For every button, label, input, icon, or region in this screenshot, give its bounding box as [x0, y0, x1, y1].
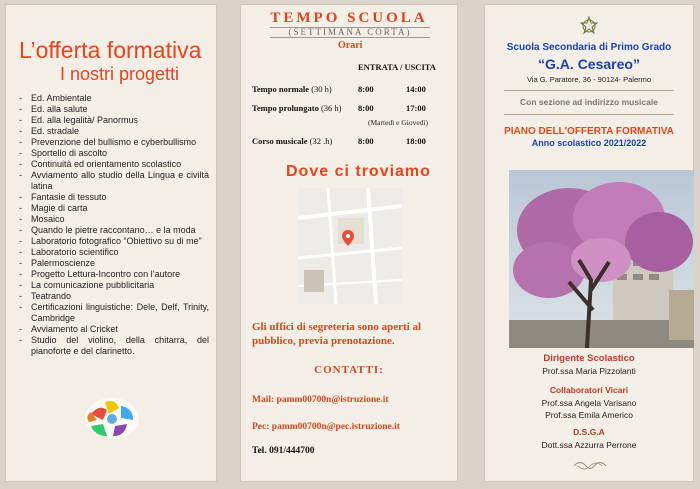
orari-label: Orari [338, 40, 363, 51]
dirigente-role: Dirigente Scolastico [543, 353, 635, 364]
divider [504, 90, 674, 91]
colored-hands-illustration [83, 396, 141, 440]
tempo-scuola-subtitle: (SETTIMANA CORTA) [270, 27, 430, 38]
list-item: - Studio del violino, della chitarra, del pianoforte e del clarinetto. [19, 335, 209, 357]
list-item: - Quando le pietre raccontano… e la moda [19, 225, 209, 236]
divider [504, 114, 674, 115]
school-address: Via G. Paratore, 36 - 90124- Palermo [526, 75, 652, 84]
list-item: - Progetto Lettura-Incontro con l’autore [19, 269, 209, 280]
schedule-out: 14:00 [406, 84, 426, 94]
ornament-flourish-icon [572, 459, 608, 473]
mail-label: Mail: [252, 395, 275, 405]
brochure-panel-right [484, 4, 694, 482]
dove-ci-troviamo-title: Dove ci troviamo [286, 163, 431, 180]
mail-line [252, 395, 389, 405]
dsga-role: D.S.G.A [573, 427, 605, 437]
pec-label: Pec: [252, 422, 270, 432]
sezione-musicale: Con sezione ad indirizzo musicale [520, 97, 658, 107]
phone-number: Tel. 091/444700 [252, 446, 315, 456]
schedule-in: 8:00 [358, 136, 374, 146]
list-item: - Mosaico [19, 214, 209, 225]
schedule-label: Tempo normale [252, 84, 310, 94]
italian-republic-emblem [580, 16, 598, 36]
list-item: - Ed. alla legalità/ Panormus [19, 115, 209, 126]
collaboratori-role: Collaboratori Vicari [549, 385, 629, 395]
school-type: Scuola Secondaria di Primo Grado [506, 42, 672, 53]
schedule-row [252, 84, 332, 94]
brochure-panel-middle [240, 4, 458, 482]
school-name: “G.A. Cesareo” [538, 56, 640, 72]
list-item: - Avviamento allo studio della Lingua e civiltà latina [19, 170, 209, 192]
location-map[interactable] [298, 188, 402, 304]
schedule-in: 8:00 [358, 84, 374, 94]
schedule-out: 17:00 [406, 103, 426, 113]
list-item: - Ed. alla salute [19, 104, 209, 115]
collaboratore-name: Prof.ssa Emila Americo [545, 410, 633, 420]
offer-title: L’offerta formativa [19, 37, 202, 63]
pec-line [252, 422, 400, 432]
prolungato-note: (Martedì e Giovedì) [368, 118, 428, 127]
list-item: - Ed. Ambientale [19, 93, 209, 104]
schedule-hours: (36 h) [320, 103, 342, 113]
school-tree-photo [509, 170, 694, 348]
piano-offerta-title: PIANO DELL'OFFERTA FORMATIVA [504, 126, 674, 137]
list-item: - Laboratorio fotografico “Obiettivo su di me” [19, 236, 209, 247]
list-item: - Palermoscienze [19, 258, 209, 269]
entrata-uscita-header: ENTRATA / USCITA [358, 62, 436, 72]
list-item: - Ed. stradale [19, 126, 209, 137]
schedule-label: Corso musicale [252, 136, 308, 146]
brochure-panel-left [5, 4, 217, 482]
contatti-title: CONTATTI: [314, 364, 384, 376]
schedule-out: 18:00 [406, 136, 426, 146]
project-list [19, 93, 209, 357]
segreteria-text: Gli uffici di segreteria sono aperti al pubblico, previa prenotazione. [252, 321, 422, 347]
pec-address-link[interactable]: pamm00700n@pec.istruzione.it [271, 422, 400, 432]
offer-subtitle: I nostri progetti [60, 64, 180, 84]
mail-address-link[interactable]: pamm00700n@istruzione.it [276, 395, 389, 405]
schedule-row [252, 136, 332, 146]
schedule-in: 8:00 [358, 103, 374, 113]
dirigente-name: Prof.ssa Maria Pizzolanti [542, 366, 636, 376]
list-item: - Continuità ed orientamento scolastico [19, 159, 209, 170]
list-item: - Prevenzione del bullismo e cyberbullismo [19, 137, 209, 148]
collaboratore-name: Prof.ssa Angela Varisano [541, 398, 637, 408]
list-item: - Laboratorio scientifico [19, 247, 209, 258]
tempo-scuola-title: TEMPO SCUOLA [270, 10, 428, 26]
list-item: - La comunicazione pubblicitaria [19, 280, 209, 291]
schedule-row [252, 103, 342, 113]
list-item: - Certificazioni linguistiche: Dele, Delf, Trinity, Cambridge [19, 302, 209, 324]
list-item: - Fantasie di tessuto [19, 192, 209, 203]
list-item: - Teatrando [19, 291, 209, 302]
schedule-label: Tempo prolungato [252, 103, 319, 113]
list-item: - Magie di carta [19, 203, 209, 214]
schedule-hours: (32 .h) [309, 136, 333, 146]
dsga-name: Dott.ssa Azzurra Perrone [541, 440, 637, 450]
list-item: - Avviamento al Cricket [19, 324, 209, 335]
schedule-hours: (30 h) [311, 84, 332, 94]
anno-scolastico: Anno scolastico 2021/2022 [531, 138, 647, 148]
list-item: - Sportello di ascolto [19, 148, 209, 159]
